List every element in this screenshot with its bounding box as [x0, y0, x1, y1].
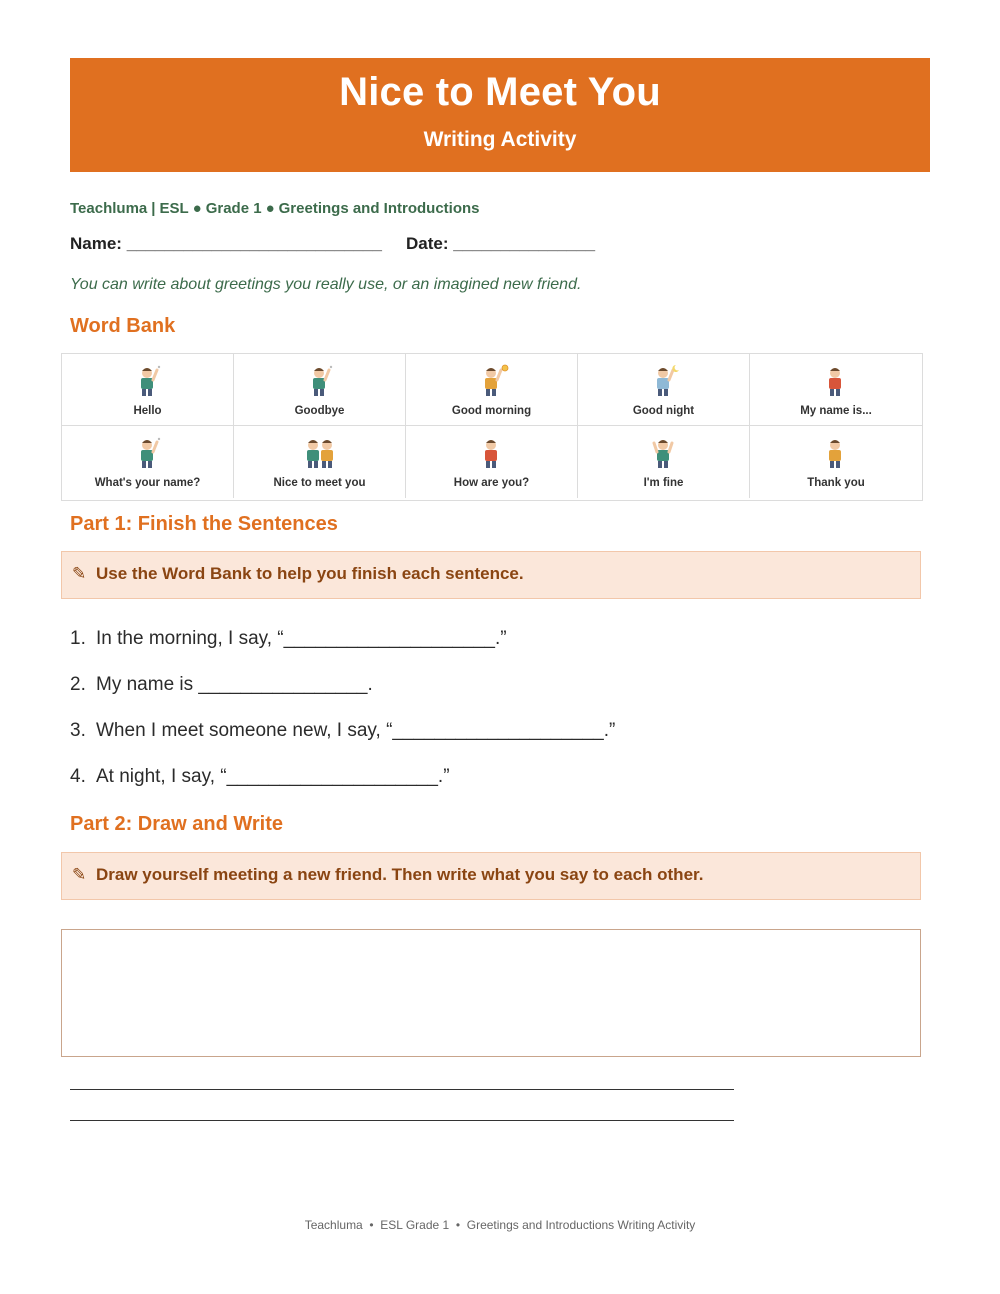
part1-instruction-box [61, 551, 921, 599]
word-bank-item [578, 426, 750, 498]
part2-instruction: Draw yourself meeting a new friend. Then write what you say to each other. [96, 865, 704, 884]
word-bank-label: How are you? [453, 477, 530, 489]
word-bank-label: Good morning [451, 405, 532, 417]
word-bank-item [750, 354, 922, 426]
word-bank-item [406, 426, 578, 498]
drawing-box[interactable] [61, 929, 921, 1057]
word-bank-item [62, 426, 234, 498]
sentence-number: 3. [70, 720, 86, 741]
grade-label: Grade 1 [205, 200, 262, 217]
word-bank-item [750, 426, 922, 498]
word-bank-item [578, 354, 750, 426]
header-banner [70, 58, 930, 172]
part1-instruction: Use the Word Bank to help you finish each sentence. [96, 564, 524, 583]
subject-label: ESL [159, 200, 189, 217]
sentence-item[interactable] [70, 720, 615, 766]
part1-title: Part 1: Finish the Sentences [70, 513, 338, 535]
word-bank-title: Word Bank [70, 315, 176, 337]
word-bank-item [234, 354, 406, 426]
word-bank-label: Hello [133, 405, 162, 417]
sentence-number: 1. [70, 628, 86, 649]
word-bank-label: Goodbye [294, 405, 345, 417]
meta-divider: | [151, 200, 156, 217]
meta-line [70, 200, 480, 217]
date-label: Date: [405, 234, 449, 253]
date-field[interactable]: _______________ [448, 234, 596, 253]
name-label: Name: [70, 234, 122, 253]
page-footer: Teachluma • ESL Grade 1 • Greetings and Introductions Writing Activity [304, 1218, 696, 1232]
part2-title: Part 2: Draw and Write [70, 813, 284, 835]
sentence-text: In the morning, I say, “____________________.” [96, 628, 507, 649]
brand-name: Teachluma [70, 200, 148, 217]
pencil-icon: ✎ [72, 865, 87, 884]
bullet-icon: ● [265, 200, 275, 217]
word-bank-item [234, 426, 406, 498]
sentence-item[interactable] [70, 628, 615, 674]
word-bank-item [62, 354, 234, 426]
word-bank-label: What's your name? [94, 477, 201, 489]
page-subtitle: Writing Activity [423, 128, 577, 151]
word-bank-label: Good night [632, 405, 695, 417]
sentence-text: At night, I say, “____________________.” [96, 766, 450, 787]
sentence-number: 4. [70, 766, 86, 787]
topic-label: Greetings and Introductions [278, 200, 480, 217]
word-bank-grid [61, 353, 923, 501]
name-date-fields [70, 234, 595, 254]
name-field[interactable]: ___________________________ [121, 234, 382, 253]
word-bank-label: My name is... [800, 405, 872, 417]
word-bank-label: Nice to meet you [273, 477, 366, 489]
page-title: Nice to Meet You [339, 70, 661, 114]
sentence-text: When I meet someone new, I say, “____________________.” [96, 720, 616, 741]
sentence-item[interactable] [70, 766, 615, 812]
pencil-icon: ✎ [72, 564, 87, 583]
sentence-list [70, 628, 615, 812]
sentence-item[interactable] [70, 674, 615, 720]
sentence-text: My name is ________________. [96, 674, 373, 695]
intro-note: You can write about greetings you really use, or an imagined new friend. [70, 276, 582, 293]
word-bank-label: I'm fine [643, 477, 684, 489]
writing-line[interactable] [70, 1120, 734, 1121]
word-bank-item [406, 354, 578, 426]
word-bank-label: Thank you [807, 477, 865, 489]
sentence-number: 2. [70, 674, 86, 695]
writing-line[interactable] [70, 1089, 734, 1090]
bullet-icon: ● [192, 200, 202, 217]
part2-instruction-box [61, 852, 921, 900]
